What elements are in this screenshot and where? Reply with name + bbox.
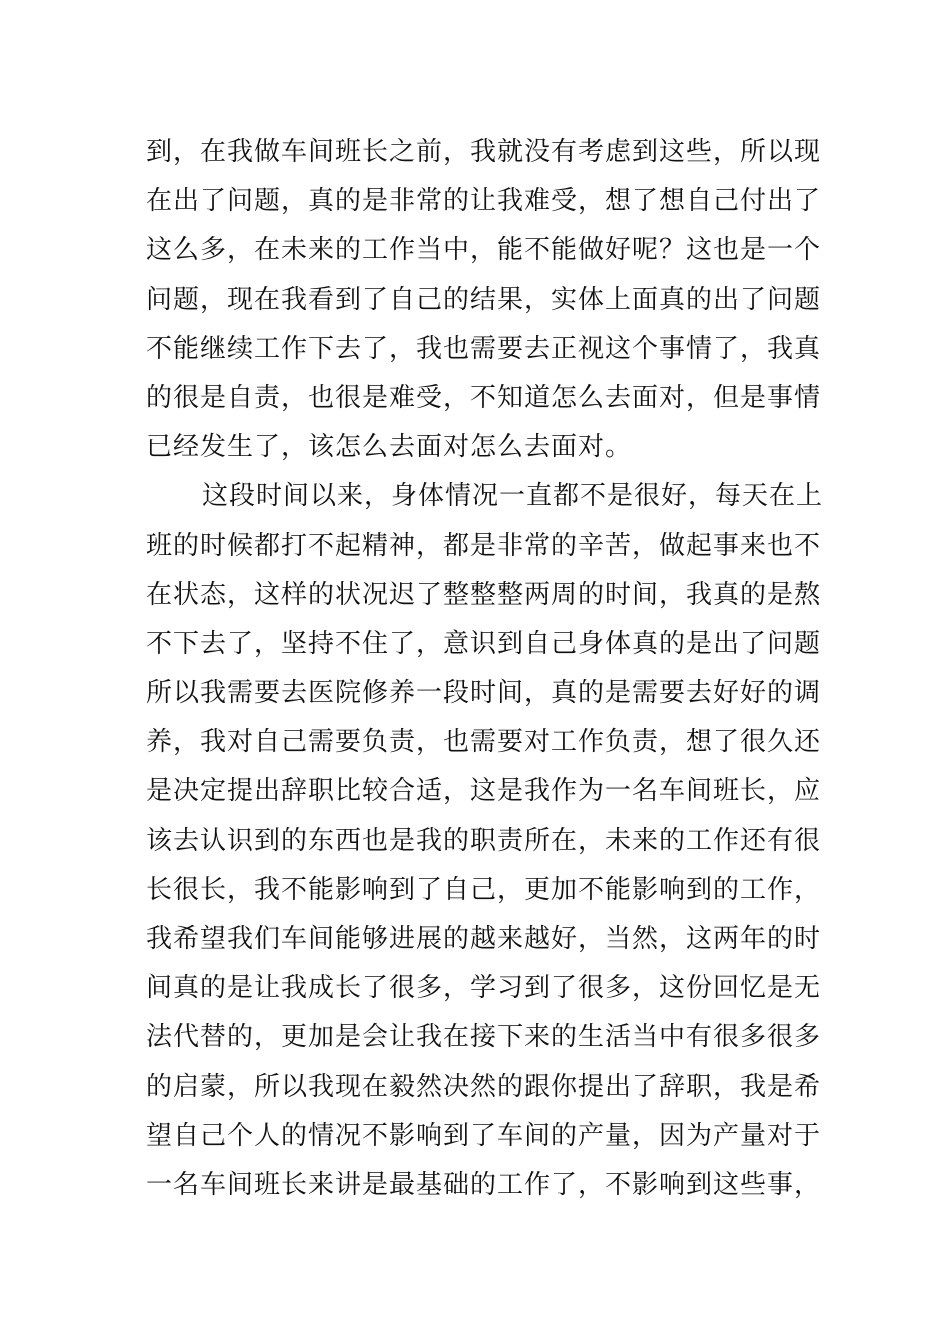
text-line: 是决定提出辞职比较合适，这是我作为一名车间班长，应: [146, 776, 822, 807]
text-line: 间真的是让我成长了很多，学习到了很多，这份回忆是无: [146, 973, 822, 1004]
text-line: 长很长，我不能影响到了自己，更加不能影响到的工作，: [146, 874, 822, 905]
text-line: 我希望我们车间能够进展的越来越好，当然，这两年的时: [146, 924, 822, 954]
text-line: [146, 1210, 826, 1259]
text-line: 该去认识到的东西也是我的职责所在，未来的工作还有很: [146, 825, 822, 856]
text-line: 这段时间以来，身体情况一直都不是很好，每天在上: [202, 481, 824, 512]
text-line: 所以我需要去医院修养一段时间，真的是需要去好好的调: [146, 678, 822, 709]
text-line: 问题，现在我看到了自己的结果，实体上面真的出了问题: [146, 284, 822, 315]
text-line: 望自己个人的情况不影响到了车间的产量，因为产量对于: [146, 1120, 822, 1151]
text-line: 的启蒙，所以我现在毅然决然的跟你提出了辞职，我是希: [146, 1071, 822, 1102]
text-line: 一名车间班长来讲是最基础的工作了，不影响到这些事，: [146, 1169, 822, 1200]
document-body: [146, 128, 826, 1259]
text-line: 的很是自责，也很是难受，不知道怎么去面对，但是事情: [146, 382, 822, 413]
paragraph-1: [146, 128, 826, 472]
text-line: 班的时候都打不起精神，都是非常的辛苦，做起事来也不: [146, 530, 822, 561]
text-line: 已经发生了，该怎么去面对怎么去面对。: [146, 432, 633, 463]
paragraph-2: [146, 472, 826, 1259]
text-line: 不能继续工作下去了，我也需要去正视这个事情了，我真: [146, 333, 822, 364]
text-line: 在出了问题，真的是非常的让我难受，想了想自己付出了: [146, 186, 822, 217]
text-line: 养，我对自己需要负责，也需要对工作负责，想了很久还: [146, 727, 822, 758]
text-line: 在状态，这样的状况迟了整整整两周的时间，我真的是熬: [146, 579, 822, 610]
text-line: 到，在我做车间班长之前，我就没有考虑到这些，所以现: [146, 137, 822, 167]
text-line: 法代替的，更加是会让我在接下来的生活当中有很多很多: [146, 1022, 822, 1053]
text-line: 不下去了，坚持不住了，意识到自己身体真的是出了问题: [146, 628, 822, 659]
text-line: 这么多，在未来的工作当中，能不能做好呢？这也是一个: [146, 235, 822, 266]
